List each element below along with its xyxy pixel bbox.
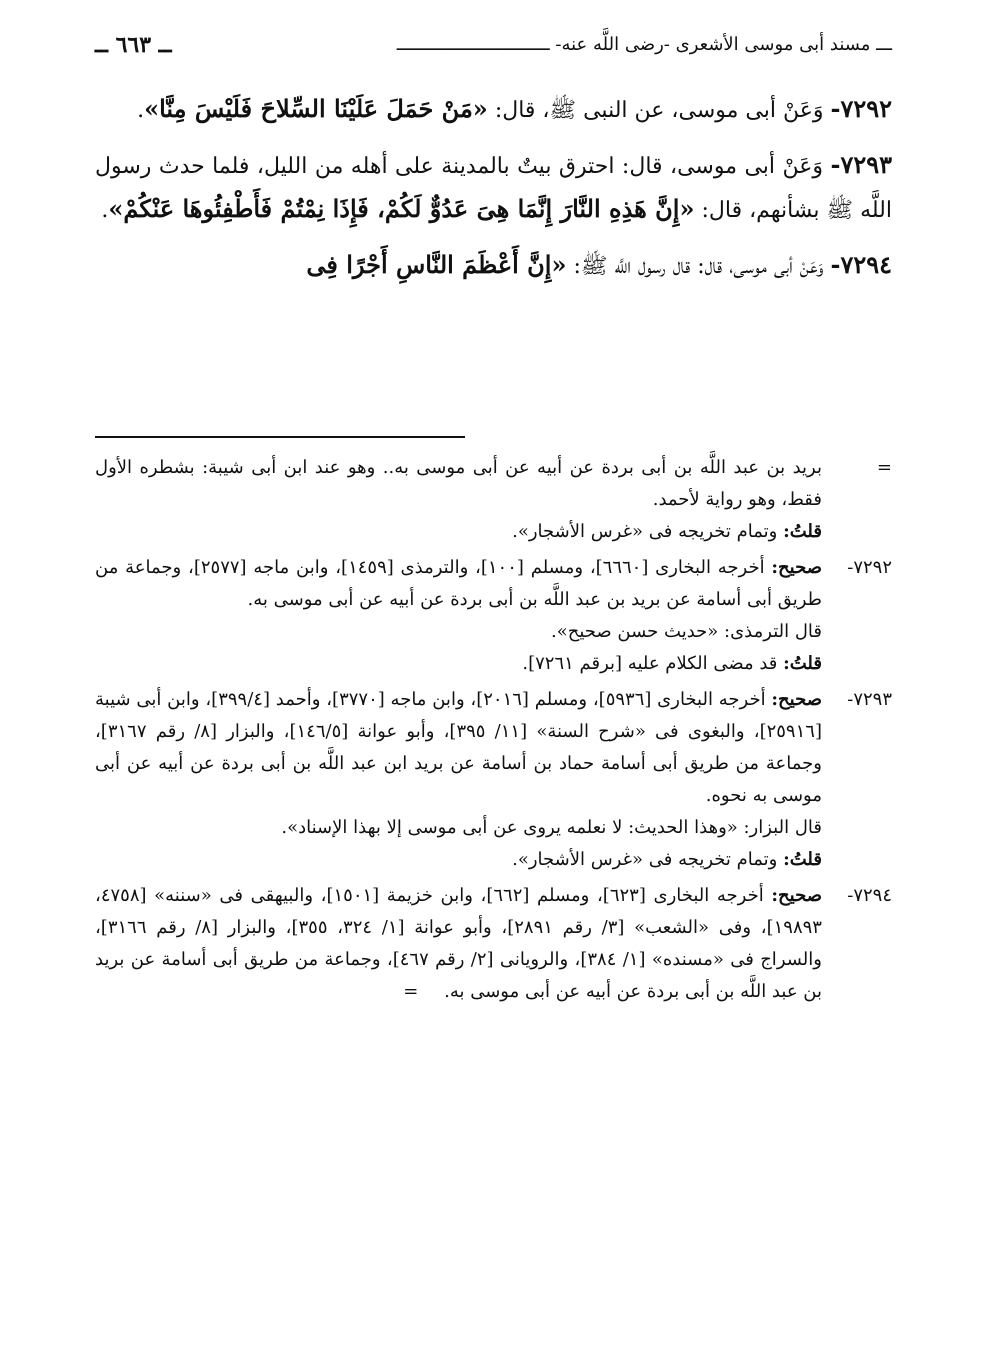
footnote-line-text: وتمام تخريجه فى «غرس الأشجار». bbox=[512, 849, 778, 870]
qultu-label: قلتُ: bbox=[783, 849, 822, 870]
hadith-7293 bbox=[95, 144, 892, 232]
book-title: ـــ مسند أبى موسى الأشعرى -رضى اللَّه عنه- ـــــــــــــــــــــــــــــ bbox=[396, 34, 892, 55]
grade-label: صحيح: bbox=[771, 689, 822, 710]
qultu-label: قلتُ: bbox=[783, 653, 822, 674]
footnote-line-text: قال الترمذى: «حديث حسن صحيح». bbox=[551, 621, 822, 642]
footnote-line bbox=[95, 616, 822, 648]
footnote-text: أخرجه البخارى [٦٢٣]، ومسلم [٦٦٢]، وابن خزيمة [١٥٠١]، والبيهقى فى «سننه» [٤٧٥٨، ١٩٨٩٣]، وفى «الشعب» [٣/ رقم ٢٨٩١]، وأبو عوانة [١/ ٣٢٤، ٣٥٥]، والبزار [٨/ رقم ٣١٦٦]، والسراج فى «مسنده» [١/ ٣٨٤]، والرويانى [٢/ رقم ٤٦٧]، وجماعة من طريق أبى أسامة عن بريد بن عبد اللَّه بن أبى بردة عن أبيه عن أبى موسى به. bbox=[95, 885, 822, 1002]
hadith-quote: «مَنْ حَمَلَ عَلَيْنَا السِّلاحَ فَلَيْسَ مِنَّا» bbox=[144, 94, 488, 123]
footnote-lead: ٧٢٩٢- bbox=[847, 557, 892, 578]
hadith-intro: وَعَنْ أبى موسى، عن النبى ﷺ، قال: bbox=[494, 98, 824, 123]
hadith-intro: وَعَنْ أبى موسى، قال: قال رسول اللَّه ﷺ: bbox=[573, 254, 824, 279]
footnote-line-text: قد مضى الكلام عليه [برقم ٧٢٦١]. bbox=[522, 653, 778, 674]
hadith-tail: . bbox=[101, 198, 109, 223]
hadith-quote: «إِنَّ هَذِهِ النَّارَ إِنَّمَا هِىَ عَدُوٌّ لَكُمْ، فَإِذَا نِمْتُمْ فَأَطْفِئُوهَا عَنْكُمْ» bbox=[108, 194, 695, 223]
footnote-lead: = bbox=[876, 457, 892, 478]
footnote-continued bbox=[95, 452, 892, 548]
hadith-tail: . bbox=[137, 98, 145, 123]
footnote-text: أخرجه البخارى [٥٩٣٦]، ومسلم [٢٠١٦]، وابن ماجه [٣٧٧٠]، وأحمد [٣٩٩/٤]، وابن أبى شيبة [٢٥٩١٦]، والبغوى فى «شرح السنة» [١١/ ٣٩٥]، وأبو عوانة [١٤٦/٥]، والبزار [٨/ رقم ٣١٦٧]، وجماعة من طريق أبى أسامة حماد بن أسامة عن بريد ابن عبد اللَّه بن أبى بردة عن أبيه عن أبى موسى به نحوه. bbox=[95, 689, 822, 806]
footnote-text: أخرجه البخارى [٦٦٦٠]، ومسلم [١٠٠]، والترمذى [١٤٥٩]، وابن ماجه [٢٥٧٧]، وجماعة من طريق أبى أسامة عن بريد بن عبد اللَّه بن أبى بردة عن أبيه عن أبى موسى به. bbox=[95, 557, 822, 610]
hadith-7294 bbox=[95, 244, 892, 288]
footnote-line bbox=[95, 812, 822, 844]
footnote-7294 bbox=[95, 880, 892, 1008]
hadith-intro: وَعَنْ أبى موسى، قال: احترق بيتٌ بالمدينة على أهله من الليل، فلما حدث رسول اللَّه ﷺ بشأنهم، قال: bbox=[95, 154, 892, 223]
page-number: ــ ٦٦٣ ــ bbox=[95, 32, 172, 58]
hadith-number: ٧٢٩٢- bbox=[830, 94, 892, 123]
footnotes bbox=[95, 452, 892, 1012]
footnote-line bbox=[95, 844, 822, 876]
grade-label: صحيح: bbox=[771, 885, 822, 906]
hadith-7292 bbox=[95, 88, 892, 132]
hadith-number: ٧٢٩٤- bbox=[830, 250, 892, 279]
footnote-lead: ٧٢٩٤- bbox=[847, 885, 892, 906]
footnote-lead: ٧٢٩٣- bbox=[847, 689, 892, 710]
footnote-line-text: قال البزار: «وهذا الحديث: لا نعلمه يروى عن أبى موسى إلا بهذا الإسناد». bbox=[281, 817, 822, 838]
grade-label: صحيح: bbox=[771, 557, 822, 578]
footnote-text: بريد بن عبد اللَّه بن أبى بردة عن أبيه عن أبى موسى به.. وهو عند ابن أبى شيبة: بشطره الأول فقط، وهو رواية لأحمد. bbox=[95, 457, 822, 510]
footnote-line bbox=[95, 648, 822, 680]
continuation-mark: = bbox=[403, 981, 419, 1002]
hadith-quote: «إِنَّ أَعْظَمَ النَّاسِ أَجْرًا فِى bbox=[306, 250, 567, 279]
footnote-separator bbox=[95, 436, 465, 438]
hadith-number: ٧٢٩٣- bbox=[830, 150, 893, 179]
running-header bbox=[95, 30, 892, 60]
footnote-line bbox=[95, 516, 822, 548]
footnote-line-text: وتمام تخريجه فى «غرس الأشجار». bbox=[512, 521, 778, 542]
footnote-7292 bbox=[95, 552, 892, 680]
qultu-label: قلتُ: bbox=[783, 521, 822, 542]
footnote-7293 bbox=[95, 684, 892, 876]
hadith-text bbox=[95, 88, 892, 300]
